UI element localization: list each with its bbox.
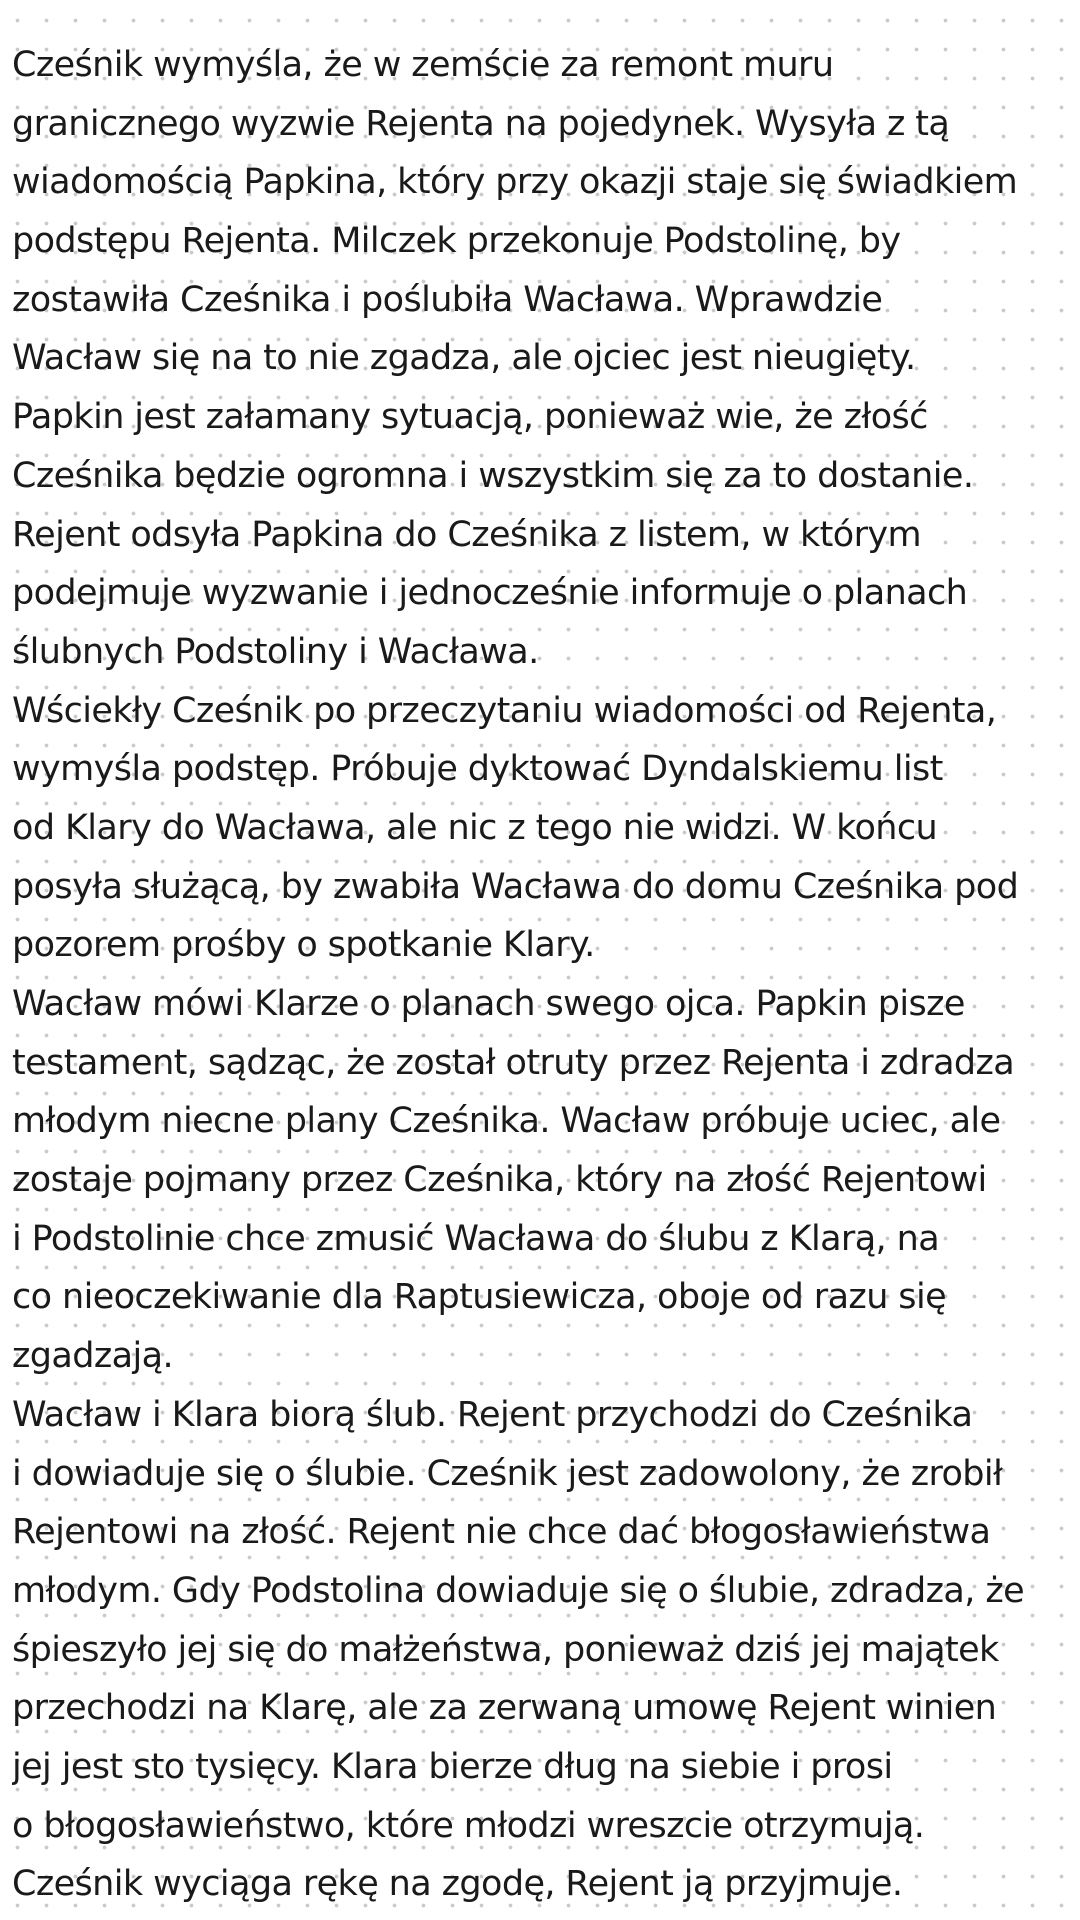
- note-text: [12, 36, 1072, 1914]
- note-line: przechodzi na Klarę, ale za zerwaną umowę Rejent winien: [12, 1688, 997, 1729]
- note-line: jej jest sto tysięcy. Klara bierze dług na siebie i prosi: [12, 1746, 893, 1787]
- note-line: Cześnika będzie ogromna i wszystkim się za to dostanie.: [12, 455, 974, 496]
- note-line: Wacław się na to nie zgadza, ale ojciec jest nieugięty.: [12, 338, 916, 379]
- note-line: zostaje pojmany przez Cześnika, który na złość Rejentowi: [12, 1160, 987, 1201]
- note-line: od Klary do Wacława, ale nic z tego nie widzi. W końcu: [12, 807, 938, 848]
- note-line: testament, sądząc, że został otruty przez Rejenta i zdradza: [12, 1042, 1015, 1083]
- note-line: o błogosławieństwo, które młodzi wreszcie otrzymują.: [12, 1805, 925, 1846]
- note-line: śpieszyło jej się do małżeństwa, ponieważ dziś jej majątek: [12, 1629, 999, 1670]
- note-line: podejmuje wyzwanie i jednocześnie informuje o planach: [12, 573, 968, 614]
- note-line: zgadzają.: [12, 1336, 173, 1377]
- note-line: posyła służącą, by zwabiła Wacława do domu Cześnika pod: [12, 866, 1019, 907]
- note-line: Rejent odsyła Papkina do Cześnika z listem, w którym: [12, 514, 922, 555]
- note-line: młodym niecne plany Cześnika. Wacław próbuje uciec, ale: [12, 1101, 1001, 1142]
- note-line: wymyśla podstęp. Próbuje dyktować Dyndalskiemu list: [12, 749, 943, 790]
- note-line: wiadomością Papkina, który przy okazji staje się świadkiem: [12, 162, 1018, 203]
- note-line: i Podstolinie chce zmusić Wacława do ślubu z Klarą, na: [12, 1218, 940, 1259]
- note-line: granicznego wyzwie Rejenta na pojedynek. Wysyła z tą: [12, 103, 950, 144]
- note-line: Wściekły Cześnik po przeczytaniu wiadomości od Rejenta,: [12, 690, 997, 731]
- note-line: Papkin jest załamany sytuacją, ponieważ wie, że złość: [12, 397, 928, 438]
- note-line: Wacław mówi Klarze o planach swego ojca. Papkin pisze: [12, 984, 965, 1024]
- note-line: Rejentowi na złość. Rejent nie chce dać błogosławieństwa: [12, 1512, 991, 1553]
- note-line: podstępu Rejenta. Milczek przekonuje Podstolinę, by: [12, 221, 901, 262]
- note-line: Cześnik wymyśla, że w zemście za remont muru: [12, 45, 834, 85]
- note-line: zostawiła Cześnika i poślubiła Wacława. Wprawdzie: [12, 279, 883, 320]
- note-line: co nieoczekiwanie dla Raptusiewicza, oboje od razu się: [12, 1277, 946, 1318]
- note-line: Wacław i Klara biorą ślub. Rejent przychodzi do Cześnika: [12, 1394, 973, 1435]
- note-line: młodym. Gdy Podstolina dowiaduje się o ślubie, zdradza, że: [12, 1570, 1025, 1611]
- note-line: pozorem prośby o spotkanie Klary.: [12, 925, 595, 966]
- note-line: i dowiaduje się o ślubie. Cześnik jest zadowolony, że zrobił: [12, 1453, 1003, 1494]
- note-line: ślubnych Podstoliny i Wacława.: [12, 631, 539, 672]
- note-line: Cześnik wyciąga rękę na zgodę, Rejent ją przyjmuje.: [12, 1864, 903, 1905]
